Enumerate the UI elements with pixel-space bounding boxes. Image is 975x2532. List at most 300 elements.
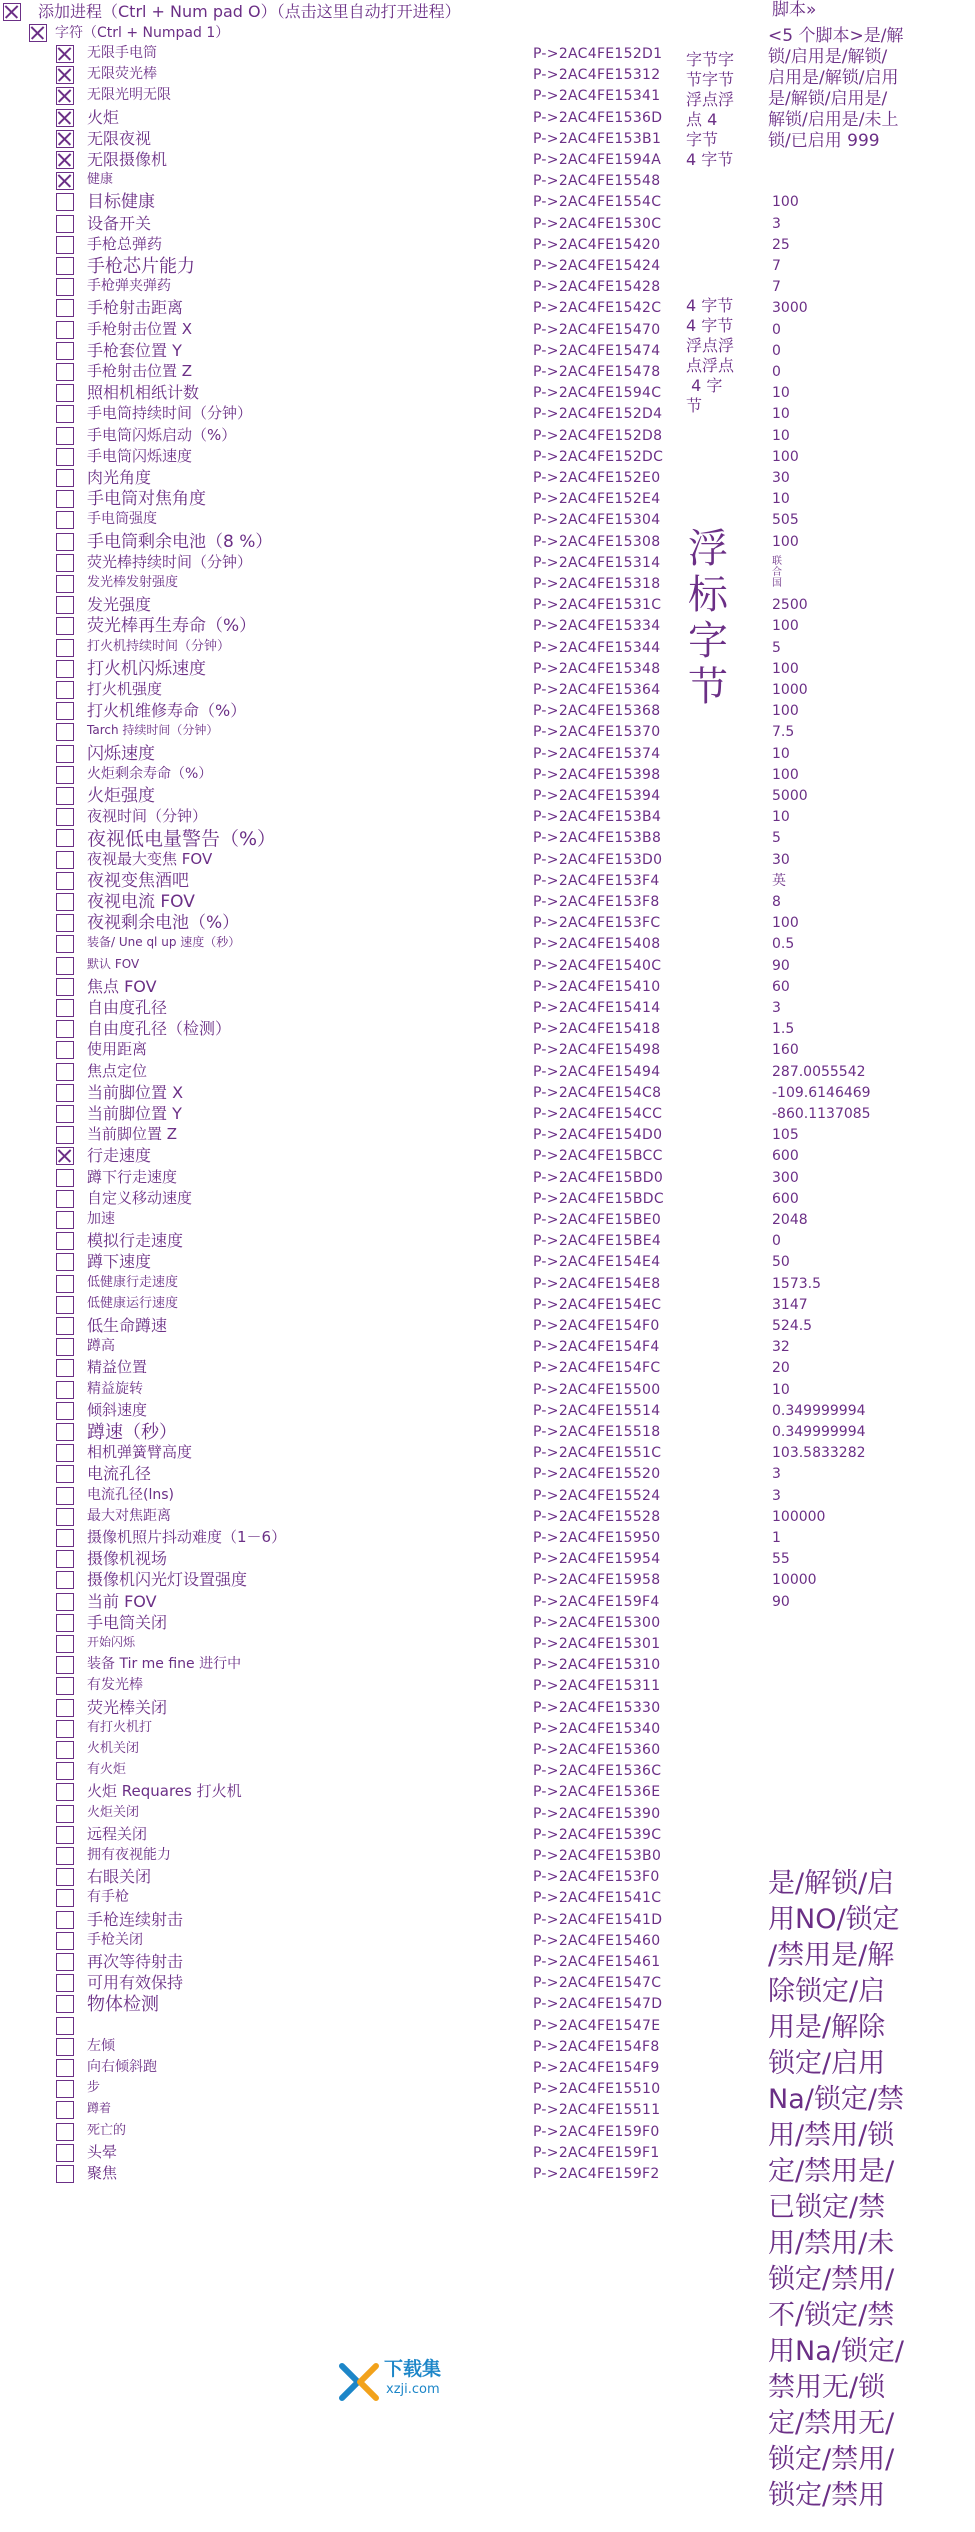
entry-name: 手枪芯片能力 <box>87 256 195 277</box>
entry-value[interactable]: 5 <box>772 639 781 656</box>
entry-address: P->2AC4FE1547D <box>533 1996 663 2013</box>
entry-value[interactable]: 10 <box>772 427 790 444</box>
entry-value[interactable]: 0.349999994 <box>772 1424 866 1440</box>
entry-name: 开始闪烁 <box>87 1635 136 1649</box>
entry-checkbox[interactable] <box>56 427 74 445</box>
entry-name: 当前 FOV <box>87 1591 157 1611</box>
entry-checkbox[interactable] <box>56 1275 74 1293</box>
entry-name: 无限手电筒 <box>87 45 157 61</box>
entry-address: P->2AC4FE15518 <box>533 1424 661 1440</box>
entry-address: P->2AC4FE154EC <box>533 1296 662 1313</box>
byte-type-note-mid: 4 字节 4 字节 浮点浮 点浮点 4 字 节 <box>686 296 735 415</box>
entry-checkbox[interactable] <box>56 66 74 84</box>
entry-value[interactable]: 1000 <box>772 682 808 698</box>
entry-checkbox[interactable] <box>56 1338 74 1356</box>
entry-value[interactable]: 3 <box>772 215 781 232</box>
entry-checkbox[interactable] <box>56 872 74 890</box>
entry-address: P->2AC4FE154F8 <box>533 2038 660 2055</box>
entry-value[interactable]: 100 <box>772 448 799 465</box>
entry-checkbox[interactable] <box>56 236 74 254</box>
entry-checkbox[interactable] <box>56 87 74 105</box>
entry-value[interactable]: 505 <box>772 512 799 529</box>
entry-checkbox[interactable] <box>56 1635 74 1653</box>
entry-checkbox[interactable] <box>56 1932 74 1950</box>
entry-value[interactable]: -860.1137085 <box>772 1106 871 1122</box>
entry-checkbox[interactable] <box>56 2017 74 2035</box>
entry-value[interactable]: 300 <box>772 1169 799 1186</box>
entry-checkbox[interactable] <box>56 1105 74 1123</box>
entry-name: 荧光棒持续时间（分钟） <box>87 552 253 571</box>
entry-checkbox[interactable] <box>56 1084 74 1102</box>
entry-address: P->2AC4FE15528 <box>533 1508 661 1525</box>
entry-address: P->2AC4FE15330 <box>533 1699 661 1716</box>
entry-name: 火炬 <box>87 107 120 127</box>
entry-address: P->2AC4FE15424 <box>533 258 661 274</box>
entry-checkbox[interactable] <box>56 1381 74 1399</box>
entry-value[interactable]: 100 <box>772 915 799 932</box>
entry-value[interactable]: 5000 <box>772 788 808 804</box>
entry-address: P->2AC4FE15398 <box>533 766 661 783</box>
entry-address: P->2AC4FE1536C <box>533 1763 662 1780</box>
entry-address: P->2AC4FE1536E <box>533 1784 661 1801</box>
entry-checkbox[interactable] <box>56 1847 74 1865</box>
entry-checkbox[interactable] <box>56 808 74 826</box>
entry-value[interactable]: 0 <box>772 342 781 359</box>
entry-value[interactable]: 100 <box>772 533 799 550</box>
entry-checkbox[interactable] <box>56 1296 74 1314</box>
entry-name: 装备/ Une ql up 速度（秒） <box>87 935 241 950</box>
entry-address: P->2AC4FE15500 <box>533 1381 661 1398</box>
group-checkbox[interactable] <box>29 24 47 42</box>
entry-value[interactable]: 100 <box>772 766 799 783</box>
entry-value[interactable]: 600 <box>772 1190 799 1207</box>
entry-value[interactable]: 287.0055542 <box>772 1063 866 1080</box>
entry-name: 手枪连续射击 <box>87 1909 184 1929</box>
entry-address: P->2AC4FE15511 <box>533 2102 661 2119</box>
script-header: 脚本» <box>772 0 817 20</box>
entry-address: P->2AC4FE153F0 <box>533 1869 660 1886</box>
entry-name: 无限荧光棒 <box>87 66 157 83</box>
entry-address: P->2AC4FE15340 <box>533 1720 661 1737</box>
entry-value[interactable]: 联 合 国 <box>772 555 782 589</box>
entry-name: 无限摄像机 <box>87 150 168 169</box>
entry-checkbox[interactable] <box>56 978 74 996</box>
entry-name: 使用距离 <box>87 1040 148 1059</box>
entry-checkbox[interactable] <box>56 1805 74 1823</box>
entry-name: 相机弹簧臂高度 <box>87 1443 193 1462</box>
entry-address: P->2AC4FE153F8 <box>533 894 660 910</box>
entry-address: P->2AC4FE1554C <box>533 194 662 211</box>
entry-name: 手枪套位置 Y <box>87 340 182 360</box>
entry-address: P->2AC4FE15BCC <box>533 1148 663 1165</box>
entry-address: P->2AC4FE15394 <box>533 788 661 804</box>
entry-value[interactable]: 0 <box>772 321 781 338</box>
entry-address: P->2AC4FE1539C <box>533 1826 662 1843</box>
entry-checkbox[interactable] <box>56 2059 74 2077</box>
entry-checkbox[interactable] <box>56 1147 74 1165</box>
entry-address: P->2AC4FE15954 <box>533 1551 661 1568</box>
entry-address: P->2AC4FE159F4 <box>533 1593 660 1610</box>
entry-checkbox[interactable] <box>56 321 74 339</box>
entry-checkbox[interactable] <box>56 1020 74 1038</box>
entry-checkbox[interactable] <box>56 1063 74 1081</box>
entry-checkbox[interactable] <box>56 893 74 911</box>
entry-value[interactable]: 7.5 <box>772 724 795 741</box>
entry-value[interactable]: 1.5 <box>772 1021 795 1038</box>
watermark-logo-icon <box>336 2356 382 2402</box>
entry-checkbox[interactable] <box>56 1995 74 2013</box>
entry-checkbox[interactable] <box>56 45 74 63</box>
entry-name: 手电筒对焦角度 <box>87 489 206 510</box>
entry-name: 加速 <box>87 1211 115 1227</box>
entry-name: 发光强度 <box>87 595 152 615</box>
entry-name: 打火机持续时间（分钟） <box>87 638 231 654</box>
entry-value[interactable]: 0.349999994 <box>772 1402 866 1419</box>
entry-name: 闪烁速度 <box>87 743 155 764</box>
entry-value[interactable]: 30 <box>772 470 790 486</box>
entry-checkbox[interactable] <box>56 681 74 699</box>
entry-address: P->2AC4FE153B0 <box>533 1848 662 1864</box>
entry-checkbox[interactable] <box>56 1211 74 1229</box>
entry-checkbox[interactable] <box>56 1571 74 1589</box>
entry-name: 夜视最大变焦 FOV <box>87 849 213 868</box>
entry-name: 手枪总弹药 <box>87 234 163 253</box>
entry-name: 物体检测 <box>87 1994 159 2016</box>
entry-name: 当前脚位置 Z <box>87 1125 178 1144</box>
entry-checkbox[interactable] <box>56 1487 74 1505</box>
entry-value[interactable]: 3 <box>772 1000 781 1016</box>
entry-value[interactable]: 100000 <box>772 1508 826 1525</box>
entry-value[interactable]: 7 <box>772 279 781 296</box>
entry-checkbox[interactable] <box>56 193 74 211</box>
entry-value[interactable]: 7 <box>772 258 781 274</box>
entry-value[interactable]: 10 <box>772 385 790 402</box>
entry-checkbox[interactable] <box>56 1868 74 1886</box>
entry-checkbox[interactable] <box>56 1783 74 1801</box>
entry-address: P->2AC4FE1594C <box>533 385 662 402</box>
entry-value[interactable]: 10 <box>772 745 790 762</box>
entry-checkbox[interactable] <box>56 702 74 720</box>
entry-name: 电流孔径(lns) <box>87 1486 174 1503</box>
entry-checkbox[interactable] <box>56 1190 74 1208</box>
entry-checkbox[interactable] <box>56 1041 74 1059</box>
entry-checkbox[interactable] <box>56 2144 74 2162</box>
entry-checkbox[interactable] <box>56 1126 74 1144</box>
entry-checkbox[interactable] <box>56 2080 74 2098</box>
entry-address: P->2AC4FE15474 <box>533 342 661 359</box>
entry-checkbox[interactable] <box>56 787 74 805</box>
entry-name: 最大对焦距离 <box>87 1507 171 1524</box>
entry-checkbox[interactable] <box>56 215 74 233</box>
entry-checkbox[interactable] <box>56 1699 74 1717</box>
entry-checkbox[interactable] <box>56 766 74 784</box>
entry-address: P->2AC4FE153B4 <box>533 809 662 826</box>
entry-name: 手枪弹夹弹药 <box>87 278 171 295</box>
entry-value[interactable]: 90 <box>772 1593 790 1610</box>
entry-checkbox[interactable] <box>56 533 74 551</box>
entry-address: P->2AC4FE154F0 <box>533 1318 660 1334</box>
entry-address: P->2AC4FE15314 <box>533 554 661 571</box>
entry-value[interactable]: 5 <box>772 830 781 847</box>
entry-value[interactable]: 105 <box>772 1127 799 1144</box>
entry-checkbox[interactable] <box>56 1232 74 1250</box>
entry-checkbox[interactable] <box>56 660 74 678</box>
entry-address: P->2AC4FE153B8 <box>533 830 662 847</box>
entry-checkbox[interactable] <box>56 2101 74 2119</box>
entry-address: P->2AC4FE15334 <box>533 618 661 635</box>
entry-checkbox[interactable] <box>56 596 74 614</box>
entry-address: P->2AC4FE15310 <box>533 1657 661 1674</box>
entry-address: P->2AC4FE1540C <box>533 957 662 974</box>
entry-checkbox[interactable] <box>56 257 74 275</box>
entry-address: P->2AC4FE1531C <box>533 597 662 614</box>
entry-checkbox[interactable] <box>56 1762 74 1780</box>
entry-checkbox[interactable] <box>56 1550 74 1568</box>
entry-name: 手电筒关闭 <box>87 1612 168 1632</box>
add-process-label[interactable]: 添加进程（Ctrl + Num pad O）（点击这里自动打开进程） <box>38 2 461 21</box>
entry-checkbox[interactable] <box>56 2165 74 2183</box>
entry-name: 拥有夜视能力 <box>87 1847 171 1863</box>
entry-address: P->2AC4FE15312 <box>533 67 661 84</box>
entry-value[interactable]: 100 <box>772 703 799 720</box>
entry-value[interactable]: 10 <box>772 491 790 508</box>
entry-address: P->2AC4FE154C8 <box>533 1084 662 1101</box>
entry-value[interactable]: 30 <box>772 851 790 868</box>
entry-checkbox[interactable] <box>56 342 74 360</box>
entry-address: P->2AC4FE15348 <box>533 660 661 677</box>
entry-checkbox[interactable] <box>56 1974 74 1992</box>
entry-value[interactable]: -109.6146469 <box>772 1084 871 1101</box>
byte-type-note-top: 字节字 节字节 浮点浮 点 4 字节 4 字节 <box>686 50 735 169</box>
entry-checkbox[interactable] <box>56 1720 74 1738</box>
entry-value[interactable]: 0 <box>772 1233 781 1250</box>
entry-address: P->2AC4FE15478 <box>533 364 661 380</box>
add-process-checkbox[interactable] <box>3 3 21 21</box>
entry-value[interactable]: 3 <box>772 1466 781 1483</box>
entry-name: 右眼关闭 <box>87 1867 152 1887</box>
entry-name: 远程关闭 <box>87 1824 148 1843</box>
entry-checkbox[interactable] <box>56 1656 74 1674</box>
entry-name: 蹲速（秒） <box>87 1422 177 1443</box>
entry-checkbox[interactable] <box>56 151 74 169</box>
entry-checkbox[interactable] <box>56 1953 74 1971</box>
entry-value[interactable]: 10 <box>772 1381 790 1398</box>
entry-value[interactable]: 55 <box>772 1551 790 1568</box>
entry-address: P->2AC4FE15BDC <box>533 1190 664 1207</box>
entry-checkbox[interactable] <box>56 1444 74 1462</box>
entry-address: P->2AC4FE15494 <box>533 1063 661 1080</box>
entry-name: 健康 <box>87 172 114 188</box>
entry-checkbox[interactable] <box>56 172 74 190</box>
entry-checkbox[interactable] <box>56 935 74 953</box>
entry-address: P->2AC4FE152E4 <box>533 491 661 508</box>
entry-value[interactable]: 2048 <box>772 1212 808 1228</box>
entry-checkbox[interactable] <box>56 999 74 1017</box>
entry-name: 手电筒强度 <box>87 511 157 528</box>
entry-name: 可用有效保持 <box>87 1973 184 1993</box>
entry-value[interactable]: 103.5833282 <box>772 1445 866 1462</box>
entry-checkbox[interactable] <box>56 957 74 975</box>
entry-address: P->2AC4FE152DC <box>533 448 664 465</box>
entry-checkbox[interactable] <box>56 1359 74 1377</box>
entry-value[interactable]: 1 <box>772 1530 781 1546</box>
entry-address: P->2AC4FE15510 <box>533 2081 661 2098</box>
entry-value[interactable]: 8 <box>772 894 781 910</box>
entry-value[interactable]: 60 <box>772 978 790 995</box>
entry-address: P->2AC4FE15950 <box>533 1530 661 1546</box>
entry-checkbox[interactable] <box>56 130 74 148</box>
entry-name: 聚焦 <box>87 2164 118 2182</box>
entry-checkbox[interactable] <box>56 1169 74 1187</box>
entry-checkbox[interactable] <box>56 554 74 572</box>
entry-checkbox[interactable] <box>56 278 74 296</box>
entry-checkbox[interactable] <box>56 1911 74 1929</box>
entry-name: 荧光棒关闭 <box>87 1697 168 1717</box>
entry-name: 自由度孔径 <box>87 998 168 1017</box>
entry-checkbox[interactable] <box>56 1614 74 1632</box>
entry-name: 摄像机视场 <box>87 1549 168 1569</box>
entry-checkbox[interactable] <box>56 745 74 763</box>
entry-name: 行走速度 <box>87 1146 152 1166</box>
entry-checkbox[interactable] <box>56 1593 74 1611</box>
entry-name: 夜视变焦酒吧 <box>87 870 189 891</box>
entry-value[interactable]: 25 <box>772 236 790 253</box>
entry-address: P->2AC4FE15514 <box>533 1402 661 1419</box>
entry-value[interactable]: 10 <box>772 406 790 423</box>
entry-name: 目标健康 <box>87 192 155 213</box>
entry-name: 蹲下行走速度 <box>87 1167 178 1186</box>
entry-value[interactable]: 600 <box>772 1148 799 1165</box>
entry-value[interactable]: 100 <box>772 194 799 211</box>
entry-value[interactable]: 3 <box>772 1487 781 1504</box>
entry-value[interactable]: 1573.5 <box>772 1275 821 1292</box>
entry-value[interactable]: 524.5 <box>772 1318 813 1334</box>
entry-address: P->2AC4FE1541C <box>533 1890 662 1907</box>
entry-address: P->2AC4FE15308 <box>533 533 661 550</box>
entry-name: 死亡的 <box>87 2122 127 2138</box>
entry-checkbox[interactable] <box>56 575 74 593</box>
entry-value[interactable]: 0 <box>772 364 781 380</box>
entry-address: P->2AC4FE153D0 <box>533 851 663 868</box>
entry-address: P->2AC4FE1541D <box>533 1911 663 1928</box>
entry-address: P->2AC4FE15BE0 <box>533 1212 662 1228</box>
entry-checkbox[interactable] <box>56 851 74 869</box>
entry-address: P->2AC4FE15958 <box>533 1572 661 1589</box>
entry-address: P->2AC4FE153F4 <box>533 872 660 889</box>
entry-name: 向右倾斜跑 <box>87 2059 157 2075</box>
entry-checkbox[interactable] <box>56 1529 74 1547</box>
entry-checkbox[interactable] <box>56 723 74 741</box>
entry-checkbox[interactable] <box>56 2123 74 2141</box>
entry-value[interactable]: 2500 <box>772 597 808 614</box>
entry-address: P->2AC4FE152D4 <box>533 406 663 423</box>
entry-name: 手枪射击位置 Z <box>87 362 193 380</box>
entry-name: 火炬关闭 <box>87 1804 140 1820</box>
entry-name: 手枪关闭 <box>87 1931 143 1948</box>
entry-checkbox[interactable] <box>56 1889 74 1907</box>
entry-checkbox[interactable] <box>56 448 74 466</box>
entry-address: P->2AC4FE15368 <box>533 703 661 720</box>
entry-value[interactable]: 160 <box>772 1042 799 1059</box>
entry-value[interactable]: 0.5 <box>772 936 795 953</box>
entry-name: 低健康运行速度 <box>87 1295 179 1311</box>
entry-checkbox[interactable] <box>56 1508 74 1526</box>
entry-value[interactable]: 3147 <box>772 1296 808 1313</box>
entry-value[interactable]: 90 <box>772 957 790 974</box>
entry-checkbox[interactable] <box>56 1423 74 1441</box>
entry-address: P->2AC4FE154E8 <box>533 1275 661 1292</box>
entry-checkbox[interactable] <box>56 109 74 127</box>
entry-address: P->2AC4FE154F4 <box>533 1339 660 1356</box>
entry-checkbox[interactable] <box>56 469 74 487</box>
entry-checkbox[interactable] <box>56 1402 74 1420</box>
entry-name: 焦点 FOV <box>87 976 157 996</box>
entry-name: 默认 FOV <box>87 956 140 971</box>
entry-value[interactable]: 3000 <box>772 300 808 317</box>
entry-name: 夜视剩余电池（%） <box>87 913 240 934</box>
entry-address: P->2AC4FE159F2 <box>533 2166 660 2182</box>
entry-checkbox[interactable] <box>56 1677 74 1695</box>
entry-name: 肉光角度 <box>87 468 152 487</box>
entry-checkbox[interactable] <box>56 914 74 932</box>
entry-checkbox[interactable] <box>56 1465 74 1483</box>
entry-value[interactable]: 英 <box>772 872 786 889</box>
entry-name: 手枪射击位置 X <box>87 319 193 338</box>
entry-address: P->2AC4FE15374 <box>533 745 661 762</box>
entry-name: 蹲高 <box>87 1338 115 1355</box>
entry-name: 精益旋转 <box>87 1380 143 1397</box>
entry-value[interactable]: 32 <box>772 1339 790 1356</box>
entry-checkbox[interactable] <box>56 2038 74 2056</box>
entry-checkbox[interactable] <box>56 405 74 423</box>
entry-checkbox[interactable] <box>56 511 74 529</box>
entry-checkbox[interactable] <box>56 384 74 402</box>
entry-name: 蹲着 <box>87 2101 112 2116</box>
entry-name: 有手枪 <box>87 1889 129 1906</box>
entry-checkbox[interactable] <box>56 1317 74 1335</box>
entry-checkbox[interactable] <box>56 639 74 657</box>
entry-checkbox[interactable] <box>56 363 74 381</box>
group-title: 字符（Ctrl + Numpad 1） <box>55 25 230 41</box>
entry-checkbox[interactable] <box>56 299 74 317</box>
entry-name: 火炬强度 <box>87 786 155 806</box>
entry-checkbox[interactable] <box>56 617 74 635</box>
entry-address: P->2AC4FE153B1 <box>533 130 662 147</box>
entry-checkbox[interactable] <box>56 1253 74 1271</box>
entry-address: P->2AC4FE152D8 <box>533 427 663 444</box>
entry-address: P->2AC4FE15470 <box>533 321 661 338</box>
entry-name: 装备 Tir me fine 进行中 <box>87 1656 242 1673</box>
entry-checkbox[interactable] <box>56 1741 74 1759</box>
entry-value[interactable]: 100 <box>772 660 799 677</box>
entry-name: 火炬 Requares 打火机 <box>87 1782 242 1801</box>
entry-name: 蹲下速度 <box>87 1252 152 1272</box>
entry-value[interactable]: 10000 <box>772 1572 817 1589</box>
entry-checkbox[interactable] <box>56 490 74 508</box>
entry-value[interactable]: 10 <box>772 809 790 826</box>
entry-name: 打火机维修寿命（%） <box>87 701 247 721</box>
entry-value[interactable]: 100 <box>772 618 799 635</box>
entry-name: 步 <box>87 2080 101 2096</box>
entry-address: P->2AC4FE153FC <box>533 915 661 932</box>
entry-checkbox[interactable] <box>56 1826 74 1844</box>
entry-checkbox[interactable] <box>56 829 74 847</box>
entry-address: P->2AC4FE15301 <box>533 1636 661 1652</box>
entry-value[interactable]: 50 <box>772 1254 790 1271</box>
entry-value[interactable]: 20 <box>772 1360 790 1377</box>
entry-address: P->2AC4FE15460 <box>533 1932 661 1949</box>
entry-address: P->2AC4FE1536D <box>533 109 663 126</box>
